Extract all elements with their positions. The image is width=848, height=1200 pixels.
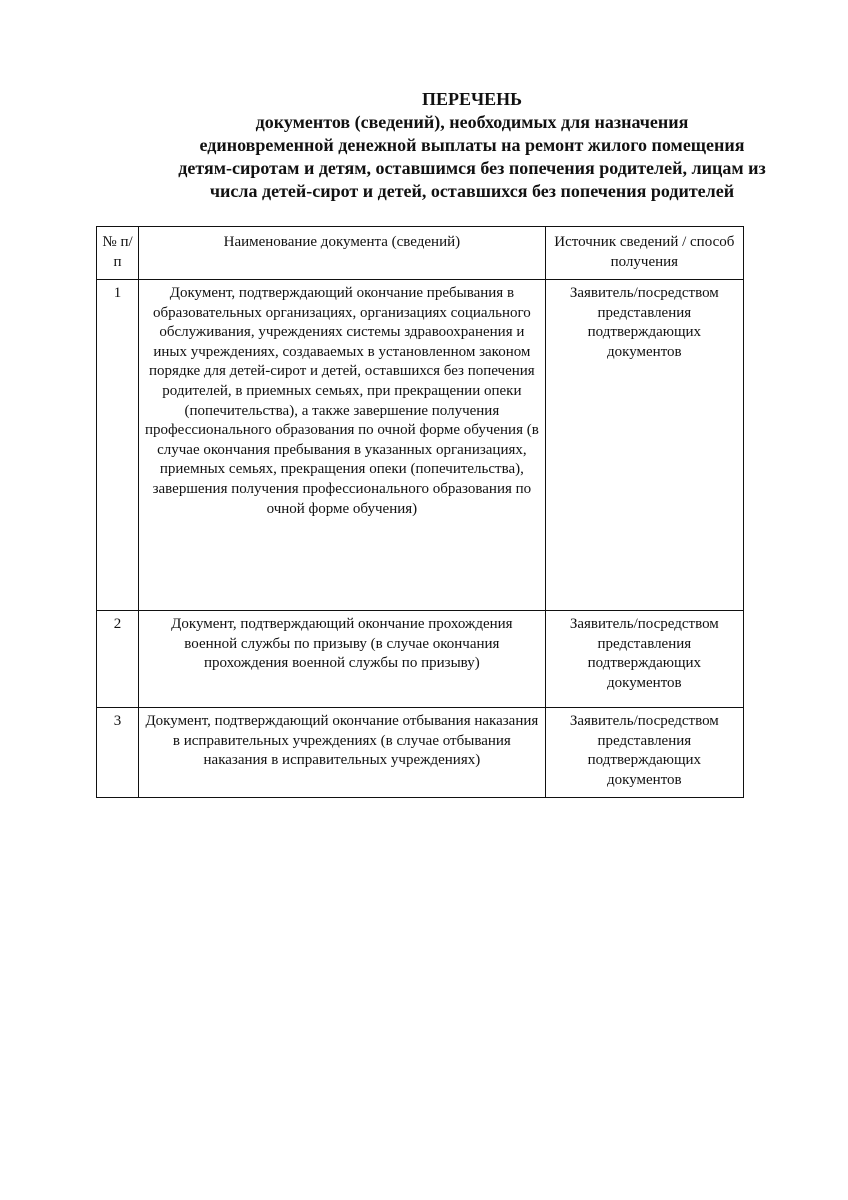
header-name-label: Наименование документа (сведений) <box>223 234 461 250</box>
header-cell-source <box>545 227 743 280</box>
row-name-cell <box>139 280 546 611</box>
table-header-row <box>97 227 744 280</box>
row-num: 3 <box>113 713 122 729</box>
row-num-cell <box>97 280 139 611</box>
row-source-cell <box>545 280 743 611</box>
row-num-cell <box>97 611 139 708</box>
table-row <box>97 280 744 611</box>
header-num-label: № п/п <box>102 234 133 270</box>
row-name-cell <box>139 611 546 708</box>
row-document-name: Документ, подтверждающий окончание прохождения военной службы по призыву (в случае окончания прохождения военной службы по призыву) <box>171 616 513 672</box>
row-source-cell <box>545 708 743 798</box>
row-name-cell <box>139 708 546 798</box>
table-row <box>97 708 744 798</box>
documents-table <box>96 226 744 798</box>
header-source-label: Источник сведений / способ получения <box>554 234 735 270</box>
row-num: 2 <box>113 616 122 632</box>
document-subtitle-line-3: детям-сиротам и детям, оставшимся без попечения родителей, лицам из <box>178 158 766 178</box>
row-source-cell <box>545 611 743 708</box>
row-document-name: Документ, подтверждающий окончание отбывания наказания в исправительных учреждениях (в случае отбывания наказания в исправительных учреждениях) <box>145 713 539 769</box>
document-heading <box>96 88 848 203</box>
document-title: ПЕРЕЧЕНЬ <box>421 89 523 109</box>
row-document-name: Документ, подтверждающий окончание пребывания в образовательных организациях, организациях социального обслуживания, учреждениях системы здравоохранения и иных учреждениях, создаваемых в установленном законом порядке для детей-сирот и детей, оставшихся без попечения родителей, в приемных семьях, при прекращении опеки (попечительства), а также завершение получения профессионального образования по очной форме обучения (в случае окончания пребывания в указанных организациях, приемных семьях, прекращения опеки (попечительства), завершения получения профессионального образования по очной форме обучения) <box>144 285 539 517</box>
row-source: Заявитель/посредством представления подтверждающих документов <box>569 616 719 691</box>
header-cell-num <box>97 227 139 280</box>
document-subtitle-line-4: числа детей-сирот и детей, оставшихся без попечения родителей <box>209 181 735 201</box>
table-row <box>97 611 744 708</box>
row-num: 1 <box>113 285 122 301</box>
row-num-cell <box>97 708 139 798</box>
row-source: Заявитель/посредством представления подтверждающих документов <box>569 285 719 360</box>
header-cell-name <box>139 227 546 280</box>
document-subtitle-line-2: единовременной денежной выплаты на ремонт жилого помещения <box>199 135 745 155</box>
row-source: Заявитель/посредством представления подтверждающих документов <box>569 713 719 788</box>
document-subtitle-line-1: документов (сведений), необходимых для назначения <box>255 112 689 132</box>
